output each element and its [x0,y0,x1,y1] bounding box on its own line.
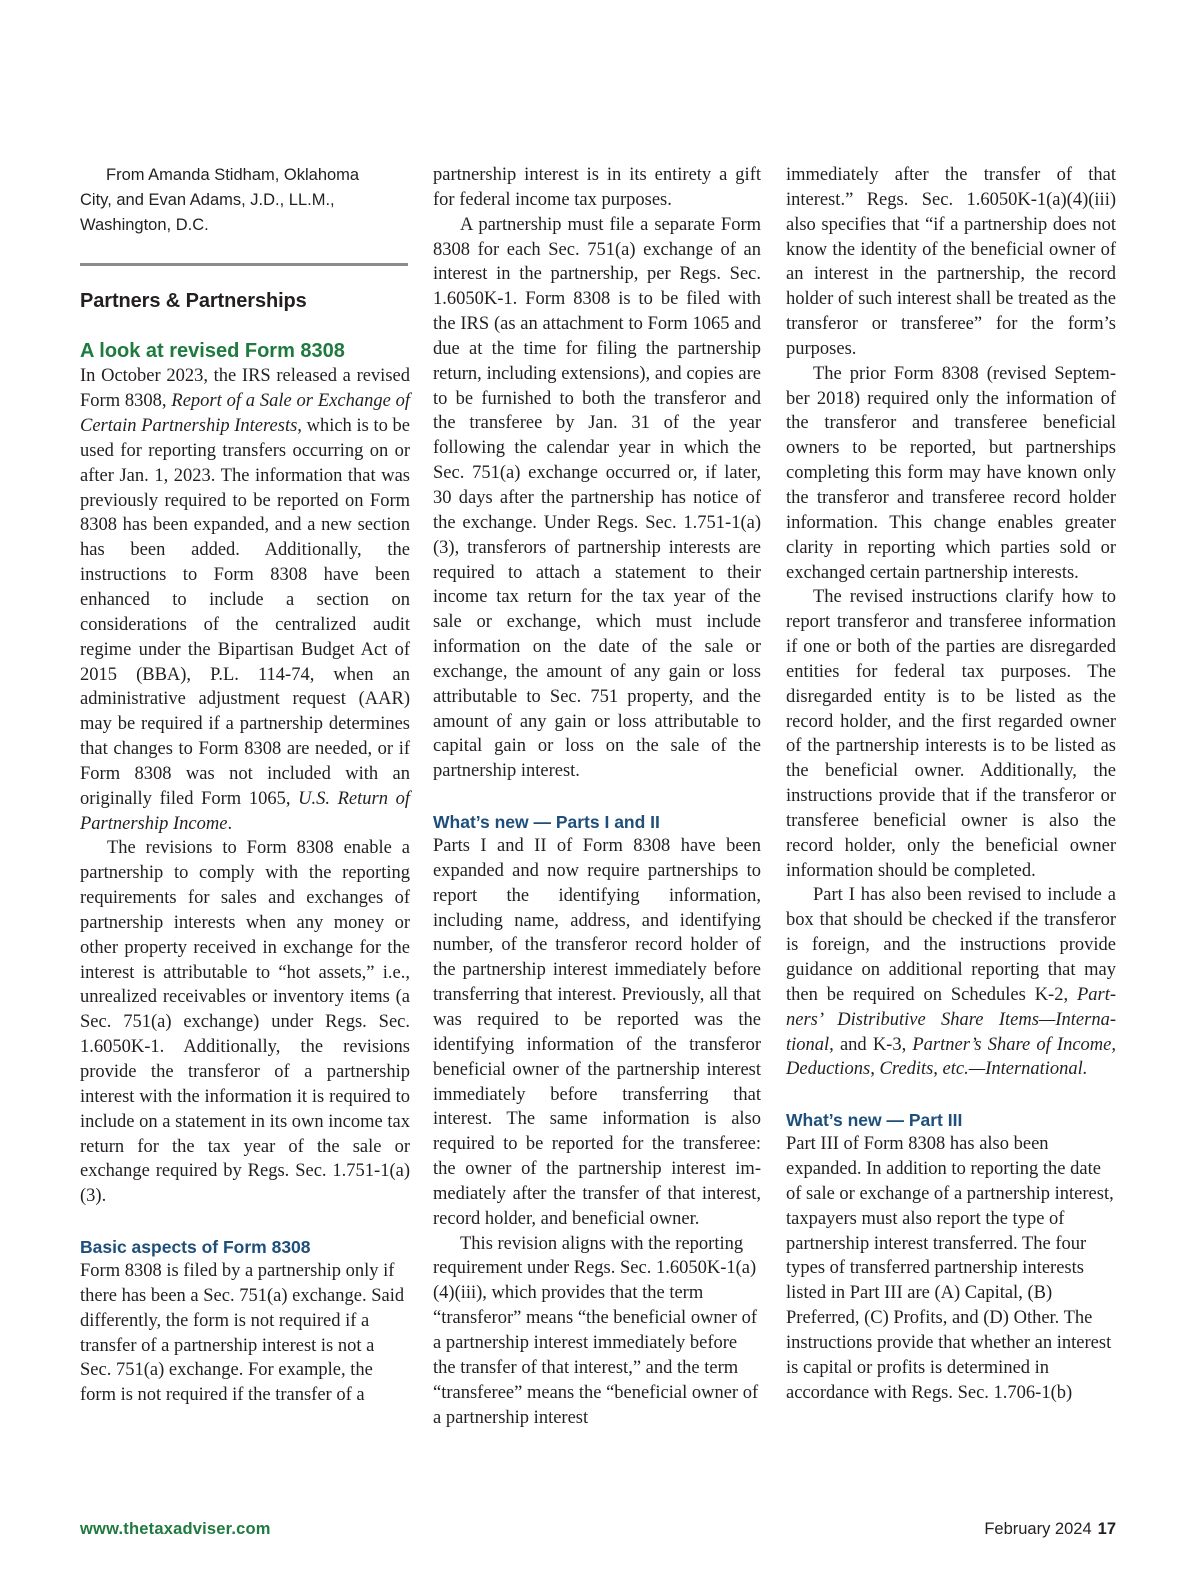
article-title: A look at revised Form 8308 [80,340,345,363]
schedule-title-italic: Partners’ Distributive Share Items—International, [786,984,1116,1055]
text-run: . [227,813,233,834]
subhead-part-3: What’s new — Part III [786,1110,963,1131]
column-2 [433,163,761,1430]
text-run: and K-3, [833,1034,913,1055]
col2-paragraph-4: This revision aligns with the reporting requirement under Regs. Sec. 1.6050K-1(a)(4)(iii), which provides that the term “transferor” means “the beneficial owner of a partnership interest immediately before the transfer of that interest,” and the term “transferee” means the “beneficial owner of a partnership interest [433,1233,759,1428]
col1-paragraph-2: The revisions to Form 8308 enable a partnership to comply with the reporting requirements for sales and exchanges of partnership interests when any money or other property received in exchange for the interest is attributable to “hot assets,” i.e., unrealized receivables or inventory items (a Sec. 751(a) exchange) under Regs. Sec. 1.6050K-1. Additionally, the revisions provide the transferor of a partnership interest with the information it is required to include on a statement in its own income tax return for the tax year of the sale or exchange required by Regs. Sec. 1.751-1(a)(3). [80,838,410,1207]
byline-line-3: Washington, D.C. [80,215,209,234]
byline-line-1: From Amanda Stidham, Oklahoma [106,166,360,184]
col3-paragraph-4 [786,883,1116,1082]
col2-paragraph-1: partnership interest is in its entirety a gift for federal income tax purposes. [433,165,761,210]
form-title-italic: U.S. Return of Partnership Income [80,788,410,834]
footer-issue-info [984,1520,1116,1539]
text-run: Part I has also been revised to include a box that should be checked if the transferor is foreign, and the instructions provide guidance on additional reporting that may then be required on Schedules K-2, [786,885,1116,1005]
column-1 [80,163,410,1408]
col2-paragraph-3: Parts I and II of Form 8308 have been expanded and now require partnerships to report the identifying information, including name, address, and identifying number, of the transferor record holder of the partnership interest immediately before transferring that interest. Previously, all that was required to be reported was the identifying information of the transferor beneficial owner of the partnership interest immediately before transferring that interest. The same information is also required to be reported for the transferee: the owner of the partnership interest immediately after the transfer of that interest, record holder, and beneficial owner. [433,836,761,1229]
section-divider [80,263,408,266]
byline-line-2: City, and Evan Adams, J.D., LL.M., [80,190,335,209]
column-3 [786,163,1116,1406]
col3-paragraph-3: The revised instructions clarify how to report transferor and transferee information if one or both of the parties are disregarded entities for federal tax purposes. The disregarded entity is to be listed as the record holder, and the first regarded owner of the partnership interests is to be listed as the beneficial owner. Additionally, the instructions provide that if the transferor or transferee beneficial owner is also the record holder, only the beneficial owner information should be completed. [786,587,1116,881]
subhead-parts-1-2: What’s new — Parts I and II [433,812,660,833]
footer-date: February 2024 [984,1520,1092,1538]
col1-paragraph-1 [80,364,410,836]
text-run: In October 2023, the IRS released a revised Form 8308, [80,366,410,412]
col3-paragraph-2: The prior Form 8308 (revised September 2018) required only the information of the transferor and transferee beneficial owners to be reported, but partnerships completing this form may have known only the transferor and transferee record holder information. This change enables greater clarity in reporting which parties sold or exchanged certain partnership interests. [786,363,1116,583]
subhead-basic-aspects: Basic aspects of Form 8308 [80,1237,311,1258]
footer-website-link[interactable]: www.thetaxadviser.com [80,1520,271,1538]
section-label: Partners & Partnerships [80,290,307,313]
col3-paragraph-5: Part III of Form 8308 has also been expanded. In addition to reporting the date of sale or exchange of a partnership interest, taxpayers must also report the type of partnership interest transferred. The four types of transferred partnership interests listed in Part III are (A) Capital, (B) Preferred, (C) Profits, and (D) Other. The instructions provide that whether an interest is capital or profits is determined in accordance with Regs. Sec. 1.706-1(b) [786,1134,1114,1403]
form-title-italic: Report of a Sale or Exchange of Certain Partnership Interests, [80,391,410,437]
page-number: 17 [1097,1520,1116,1538]
col1-paragraph-3: Form 8308 is filed by a partnership only if there has been a Sec. 751(a) exchange. Said differently, the form is not required if a transfer of a partnership interest is not a Sec. 751(a) exchange. For example, the form is not required if the transfer of a [80,1261,405,1406]
text-run: which is to be used for reporting transfers occurring on or after Jan. 1, 2023. The information that was previously required to be reported on Form 8308 has been expanded, and a new section has been added. Additionally, the instructions to Form 8308 have been enhanced to include a section on considerations of the centralized audit regime under the Bipartisan Budget Act of 2015 (BBA), P.L. 114-74, when an administrative adjustment request (AAR) may be required if a partnership determines that changes to Form 8308 are needed, or if Form 8308 was not included with an originally filed Form 1065, [80,416,411,809]
schedule-title-italic: Partner’s Share of Income, Deductions, Credits, etc.—International. [786,1034,1116,1080]
col3-paragraph-1: immediately after the transfer of that interest.” Regs. Sec. 1.6050K-1(a)(4)(iii) also specifies that “if a partnership does not know the identity of the beneficial owner of an interest in the partnership, the record holder of such interest shall be treated as the transferor or transferee” for the form’s purposes. [786,165,1116,359]
col2-paragraph-2: A partnership must file a separate Form 8308 for each Sec. 751(a) exchange of an interest in the partnership, per Regs. Sec. 1.6050K-1. Form 8308 is to be filed with the IRS (as an attachment to Form 1065 and due at the time for filing the partnership return, including extensions), and copies are to be furnished to both the transferor and the transferee by Jan. 31 of the year following the calendar year in which the Sec. 751(a) exchange occurred or, if later, 30 days after the partnership has notice of the exchange. Under Regs. Sec. 1.751-1(a)(3), transferors of partnership interests are required to attach a statement to their income tax return for the tax year of the sale or exchange, which must include information on the date of the sale or exchange, the amount of any gain or loss attributable to Sec. 751 property, and the amount of any gain or loss attributable to capital gain or loss on the sale of the partnership interest. [433,214,761,782]
